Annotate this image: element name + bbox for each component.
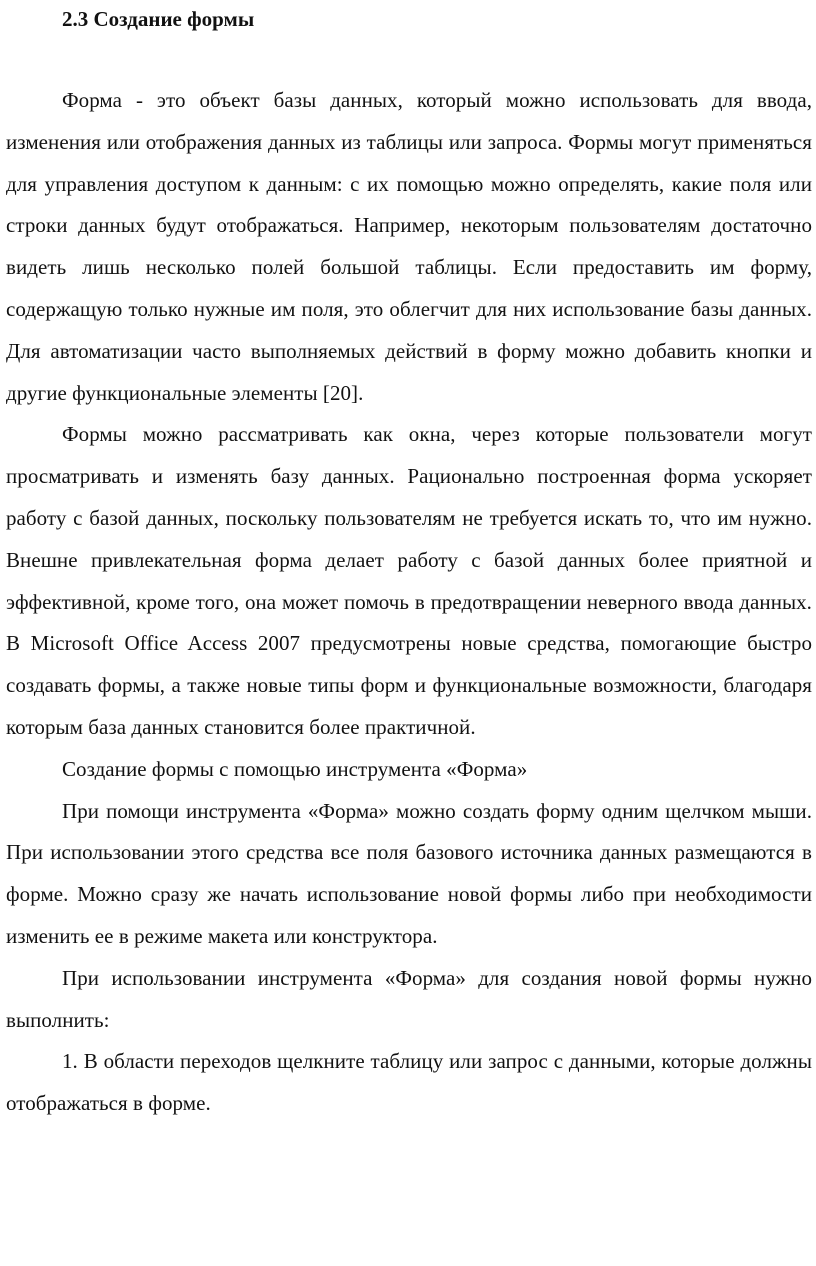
- paragraph-form-definition: Форма - это объект базы данных, который можно использовать для ввода, изменения или отображения данных из таблицы или запроса. Формы могут применяться для управления доступом к данным: с их помощью можно определять, какие поля или строки данных будут отображаться. Например, некоторым пользователям достаточно видеть лишь несколько полей большой таблицы. Если предоставить им форму, содержащую только нужные им поля, это облегчит для них использование базы данных. Для автоматизации часто выполняемых действий в форму можно добавить кнопки и другие функциональные элементы [20].: [6, 88, 812, 405]
- paragraph-form-tool-description: При помощи инструмента «Форма» можно создать форму одним щелчком мыши. При использовании этого средства все поля базового источника данных размещаются в форме. Можно сразу же начать использование новой формы либо при необходимости изменить ее в режиме макета или конструктора.: [6, 798, 812, 948]
- paragraph-step-1: 1. В области переходов щелкните таблицу или запрос с данными, которые должны отображаться в форме.: [6, 1049, 812, 1116]
- paragraph-form-tool-steps-intro: При использовании инструмента «Форма» для создания новой формы нужно выполнить:: [6, 965, 812, 1032]
- section-heading: 2.3 Создание формы: [62, 7, 255, 31]
- paragraph-forms-as-windows: Формы можно рассматривать как окна, через которые пользователи могут просматривать и изменять базу данных. Рационально построенная форма ускоряет работу с базой данных, поскольку пользователям не требуется искать то, что им нужно. Внешне привлекательная форма делает работу с базой данных более приятной и эффективной, кроме того, она может помочь в предотвращении неверного ввода данных. В Microsoft Office Access 2007 предусмотрены новые средства, помогающие быстро создавать формы, а также новые типы форм и функциональные возможности, благодаря которым база данных становится более практичной.: [6, 422, 812, 739]
- document-body: [6, 80, 812, 1125]
- paragraph-subheading-form-tool: Создание формы с помощью инструмента «Форма»: [62, 756, 528, 781]
